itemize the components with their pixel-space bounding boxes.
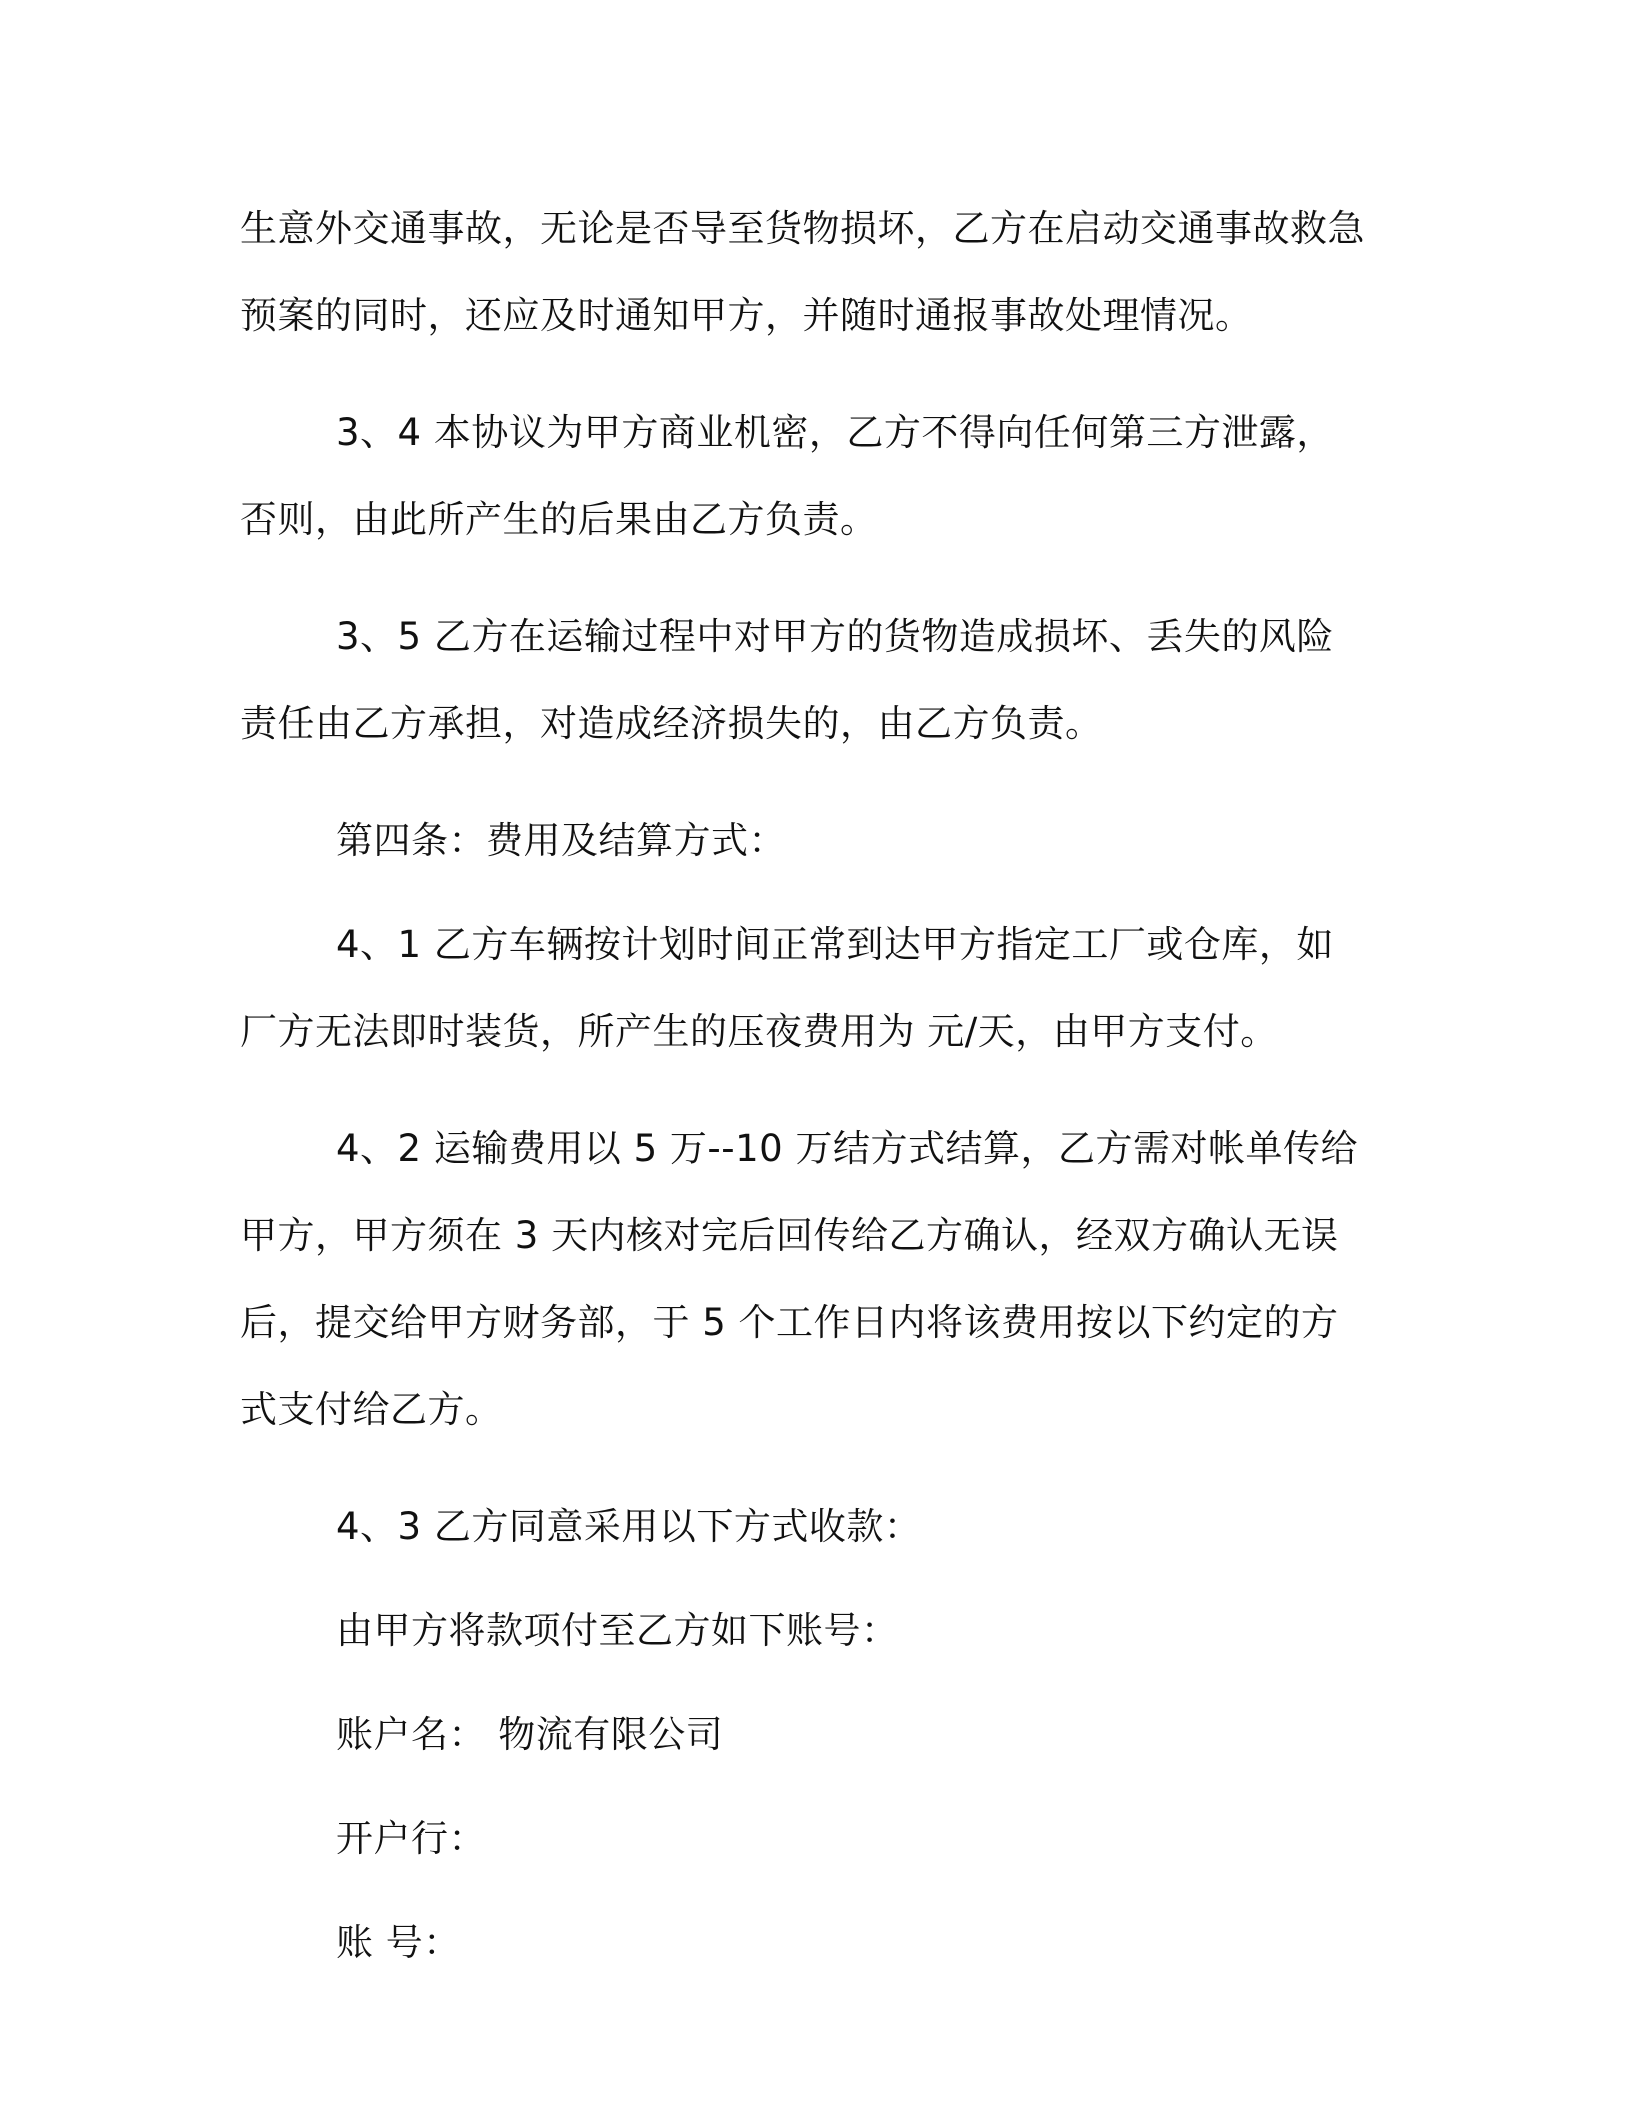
field-account-name: 账户名： 物流有限公司: [336, 1713, 724, 1756]
document-body: [240, 185, 1370, 2003]
paragraph-payment-instruction: 由甲方将款项付至乙方如下账号：: [336, 1609, 899, 1652]
paragraph-clause-3-5: 3、5 乙方在运输过程中对甲方的货物造成损坏、丢失的风险责任由乙方承担，对造成经济损失的，由乙方负责。: [240, 615, 1334, 745]
paragraph-clause-4-1: 4、1 乙方车辆按计划时间正常到达甲方指定工厂或仓库，如厂方无法即时装货，所产生的压夜费用为 元/天，由甲方支付。: [240, 923, 1334, 1053]
paragraph-accident-continuation: 生意外交通事故，无论是否导至货物损坏，乙方在启动交通事故救急预案的同时，还应及时通知甲方，并随时通报事故处理情况。: [240, 207, 1365, 337]
field-account-number: 账 号：: [336, 1921, 461, 1964]
field-bank: 开户行：: [336, 1817, 486, 1860]
paragraph-clause-4-2: 4、2 运输费用以 5 万--10 万结方式结算，乙方需对帐单传给甲方，甲方须在 3 天内核对完后回传给乙方确认，经双方确认无误后，提交给甲方财务部，于 5 个工作日内将该费用按以下约定的方式支付给乙方。: [240, 1127, 1358, 1431]
paragraph-clause-4-3: 4、3 乙方同意采用以下方式收款：: [336, 1505, 922, 1548]
paragraph-clause-3-4: 3、4 本协议为甲方商业机密，乙方不得向任何第三方泄露，否则，由此所产生的后果由乙方负责。: [240, 411, 1334, 541]
heading-article-4: 第四条：费用及结算方式：: [336, 819, 786, 862]
